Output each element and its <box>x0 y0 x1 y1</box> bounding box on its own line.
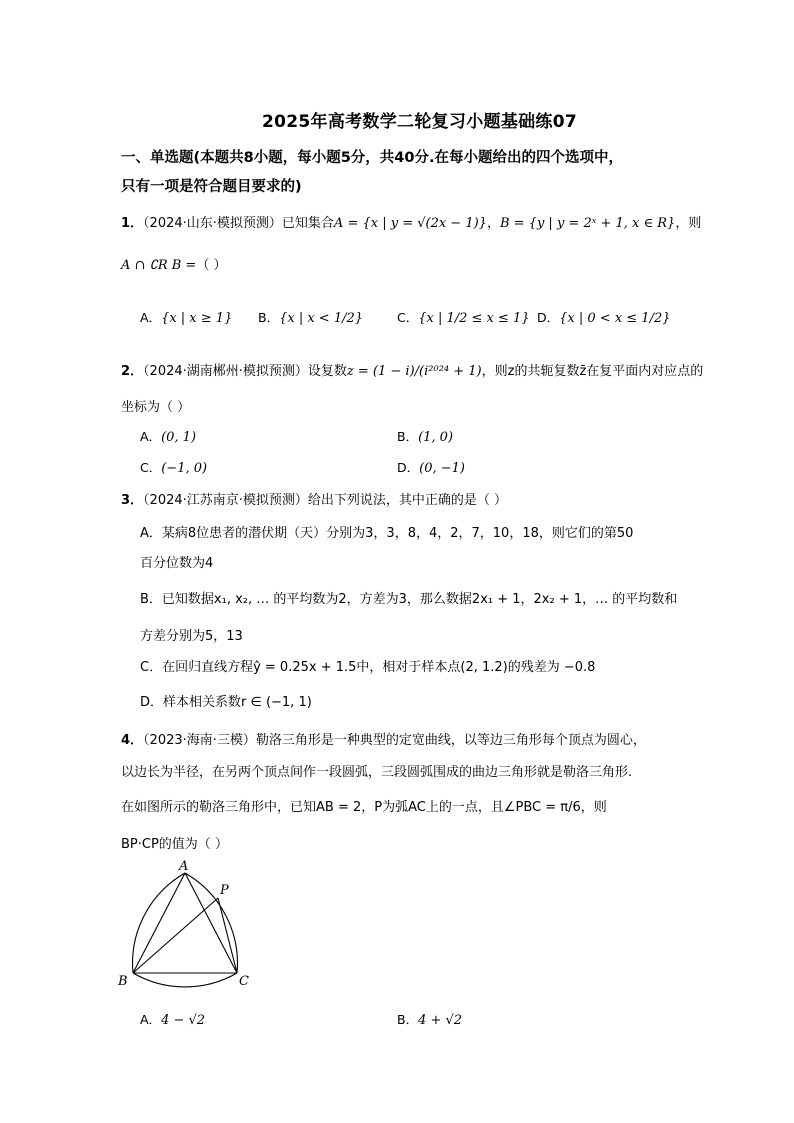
option-label: B． <box>258 310 280 325</box>
arc-bc <box>133 973 237 987</box>
question-2-line2: 坐标为（ ） <box>121 400 191 415</box>
section-header-line2: 只有一项是符合题目要求的) <box>121 179 302 195</box>
question-4-line4: BP·CP的值为（ ） <box>121 837 228 852</box>
q1-option-b <box>258 308 363 326</box>
complex-formula: z = (1 − i)/(i²⁰²⁴ + 1) <box>346 364 482 379</box>
question-source: （2023·海南·三模） <box>143 733 256 748</box>
answer-paren: （ ） <box>196 258 227 273</box>
vertex-label-a: A <box>179 859 189 874</box>
option-text: 4 − √2 <box>161 1013 206 1028</box>
q2-option-c <box>140 458 207 476</box>
option-label: A． <box>140 1012 162 1027</box>
section-header-line1: 一、单选题(本题共8小题，每小题5分，共40分.在每小题给出的四个选项中， <box>121 150 623 166</box>
option-text: (−1, 0) <box>161 461 208 476</box>
question-4-line3: 在如图所示的勒洛三角形中，已知AB = 2，P为弧AC上的一点，且∠PBC = π/6，则 <box>121 800 607 815</box>
question-text: 给出下列说法，其中正确的是（ ） <box>307 493 508 508</box>
option-text: (0, 1) <box>161 430 197 445</box>
option-label: A． <box>140 310 162 325</box>
question-text: 设复数 <box>307 364 347 379</box>
option-label: B． <box>397 429 419 444</box>
separator: ， <box>486 216 500 231</box>
option-text: {x | x ≥ 1} <box>161 311 233 326</box>
option-label: C． <box>397 310 419 325</box>
question-source: （2024·湖南郴州·模拟预测） <box>143 364 308 379</box>
question-1-line1 <box>121 212 701 231</box>
option-label: D． <box>537 310 560 325</box>
question-source: （2024·山东·模拟预测） <box>143 216 282 231</box>
q4-option-b <box>397 1010 462 1028</box>
reuleaux-triangle-figure <box>112 858 262 990</box>
q3-option-b-line2: 方差分别为5，13 <box>140 629 243 644</box>
q1-option-c <box>397 308 530 326</box>
option-label: C． <box>140 460 162 475</box>
option-text: (0, −1) <box>419 461 465 476</box>
question-text: 勒洛三角形是一种典型的定宽曲线，以等边三角形每个顶点为圆心， <box>255 733 646 748</box>
q3-option-a-line2: 百分位数为4 <box>140 556 214 571</box>
option-text: {x | 1/2 ≤ x ≤ 1} <box>418 311 530 326</box>
q3-option-d: D．样本相关系数r ∈ (−1, 1) <box>140 695 312 710</box>
q4-option-a <box>140 1010 205 1028</box>
option-label: A． <box>140 429 162 444</box>
set-a-formula: A = {x | y = √(2x − 1)} <box>333 216 487 231</box>
option-label: B． <box>397 1012 419 1027</box>
option-text: {x | x < 1/2} <box>279 311 364 326</box>
question-3-line1 <box>121 489 507 508</box>
q2-option-a <box>140 427 196 445</box>
vertex-label-c: C <box>239 974 249 989</box>
question-4-line1 <box>121 729 646 748</box>
question-number: 2． <box>121 364 144 379</box>
q1-option-a <box>140 308 232 326</box>
question-4-line2: 以边长为半径，在另两个顶点间作一段圆弧，三段圆弧围成的曲边三角形就是勒洛三角形. <box>121 765 633 780</box>
segment-bp <box>133 898 218 973</box>
option-label: D． <box>397 460 420 475</box>
question-2-line1 <box>121 360 703 379</box>
q3-option-b-line1: B．已知数据x₁, x₂, … 的平均数为2，方差为3，那么数据2x₁ + 1，2x₂ + 1，… 的平均数和 <box>140 592 678 607</box>
q3-option-a-line1: A．某病8位患者的潜伏期（天）分别为3，3，8，4，2，7，10，18，则它们的第50 <box>140 526 634 541</box>
question-number: 4． <box>121 733 144 748</box>
question-1-line2 <box>121 254 226 273</box>
question-text-tail: ，则 <box>675 216 702 231</box>
vertex-label-b: B <box>118 974 128 989</box>
question-number: 1． <box>121 216 144 231</box>
vertex-label-p: P <box>220 883 229 898</box>
question-text-tail: ，则z的共轭复数z̄在复平面内对应点的 <box>481 364 704 379</box>
question-number: 3． <box>121 493 144 508</box>
question-source: （2024·江苏南京·模拟预测） <box>143 493 308 508</box>
q1-option-d <box>537 308 671 326</box>
set-b-formula: B = {y | y = 2ˣ + 1, x ∈ R} <box>499 216 676 231</box>
q2-option-b <box>397 427 453 445</box>
option-text: 4 + √2 <box>418 1013 463 1028</box>
option-text: (1, 0) <box>418 430 454 445</box>
page-title: 2025年高考数学二轮复习小题基础练07 <box>262 112 577 132</box>
option-text: {x | 0 < x ≤ 1/2} <box>559 311 671 326</box>
q3-option-c: C．在回归直线方程ŷ = 0.25x + 1.5中，相对于样本点(2, 1.2)的残差为 −0.8 <box>140 660 596 675</box>
set-expression: A ∩ ∁R B = <box>121 258 197 273</box>
question-text: 已知集合 <box>281 216 334 231</box>
q2-option-d <box>397 458 465 476</box>
